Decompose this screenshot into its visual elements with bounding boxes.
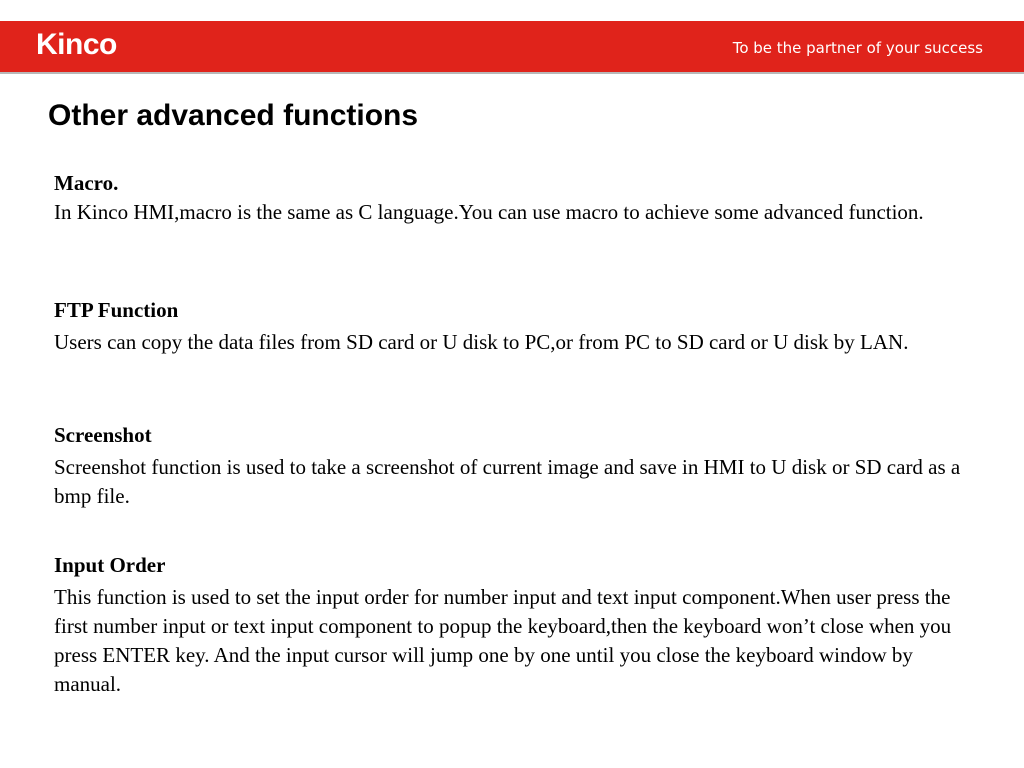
section-screenshot <box>54 421 969 511</box>
section-macro <box>54 169 969 227</box>
section-heading: FTP Function <box>54 298 179 322</box>
section-body: Screenshot function is used to take a screenshot of current image and save in HMI to U disk or SD card as a bmp file. <box>54 455 961 508</box>
section-body: This function is used to set the input order for number input and text input component.When user press the first number input or text input component to popup the keyboard,then the keyboard won’t close when you press ENTER key. And the input cursor will jump one by one until you close the keyboard window by manual. <box>54 585 952 696</box>
section-input-order <box>54 551 969 699</box>
section-ftp-function <box>54 296 969 357</box>
section-body: Users can copy the data files from SD card or U disk to PC,or from PC to SD card or U disk by LAN. <box>54 330 909 354</box>
page-title: Other advanced functions <box>48 99 419 132</box>
section-heading: Screenshot <box>54 423 152 447</box>
tagline: To be the partner of your success <box>732 39 983 57</box>
section-heading: Macro. <box>54 171 119 195</box>
kinco-logo: Kinco <box>36 28 117 61</box>
section-heading: Input Order <box>54 553 166 577</box>
section-body: In Kinco HMI,macro is the same as C language.You can use macro to achieve some advanced function. <box>54 200 924 224</box>
header-bar <box>0 21 1024 74</box>
